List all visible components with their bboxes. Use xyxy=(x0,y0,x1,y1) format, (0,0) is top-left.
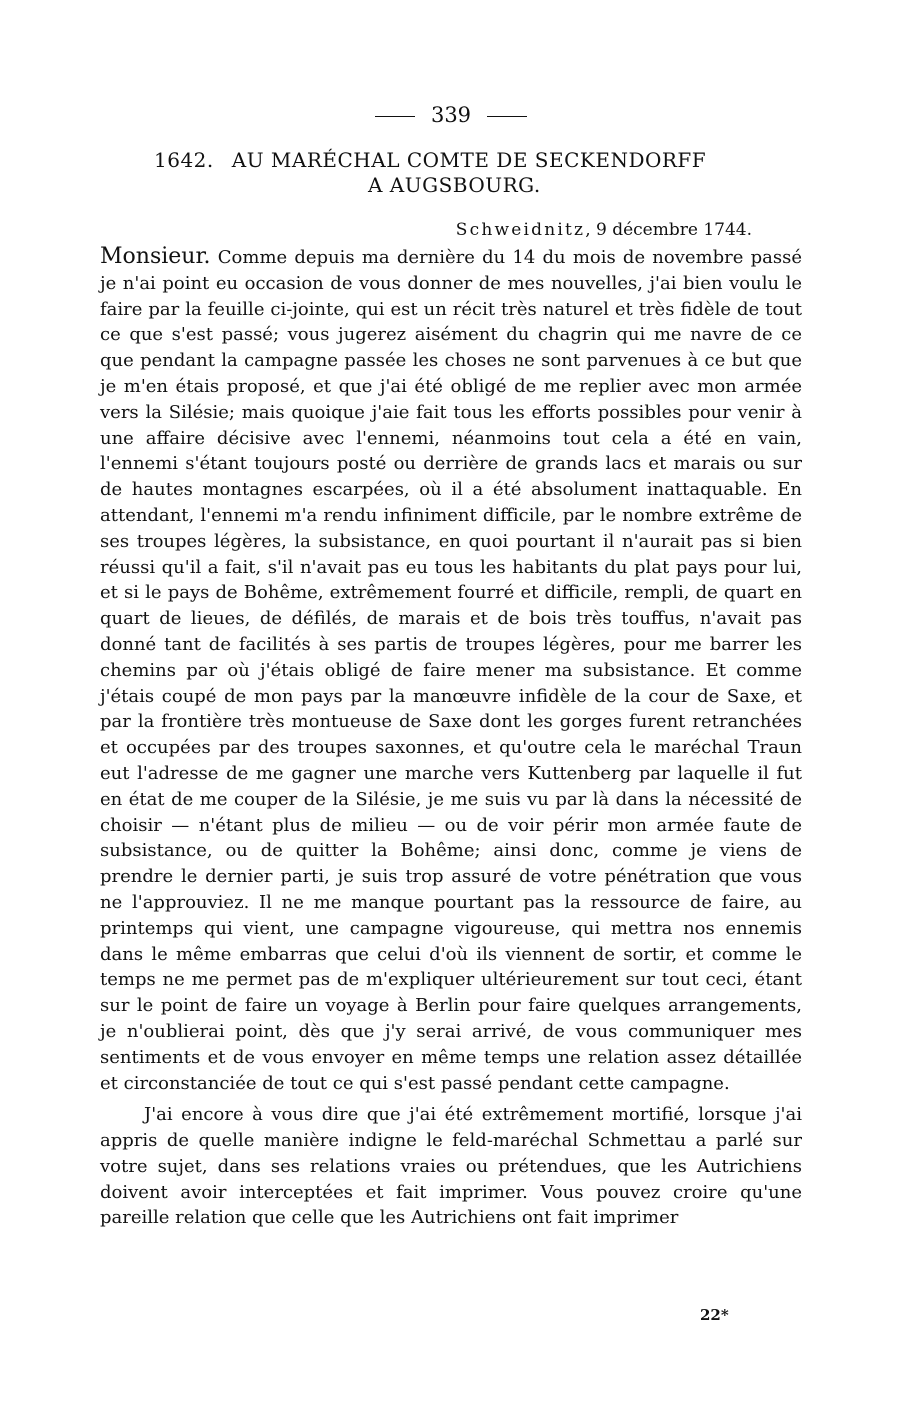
page-number: 339 xyxy=(430,103,472,127)
letter-paragraph-1 xyxy=(100,244,802,1096)
dateline-place: Schweidnitz xyxy=(455,220,586,240)
letter-title-line1: AU MARÉCHAL COMTE DE SECKENDORFF xyxy=(231,148,707,172)
paragraph-1-text: Comme depuis ma dernière du 14 du mois de novembre passé je n'ai point eu occasion de vous donner de mes nouvelles, j'ai bien voulu le faire par la feuille ci-jointe, qui est un récit très naturel et très fidèle de tout ce que s'est passé; vous jugerez aisément du chagrin qui me navre de ce que pendant la campagne passée les choses ne sont parvenues à ce but que je m'en étais proposé, et que j'ai été obligé de me replier avec mon armée vers la Silésie; mais quoique j'aie fait tous les efforts possibles pour venir à une affaire décisive avec l'ennemi, néanmoins tout cela a été en vain, l'ennemi s'étant toujours posté ou derrière de grands lacs et marais ou sur de hautes montagnes escarpées, où il a été absolument inattaquable. En attendant, l'ennemi m'a rendu infiniment difficile, par le nombre extrême de ses troupes légères, la subsistance, en quoi pourtant il n'aurait pas si bien réussi qu'il a fait, s'il n'avait pas eu tous les habitants du plat pays pour lui, et si le pays de Bohême, extrêmement fourré et difficile, rempli, de quart en quart de lieues, de défilés, de marais et de bois très touffus, n'avait pas donné tant de facilités à ses partis de troupes légères, pour me barrer les chemins par où j'étais obligé de faire mener ma subsistance. Et comme j'étais coupé de mon pays par la manœuvre infidèle de la cour de Saxe, et par la frontière très montueuse de Saxe dont les gorges furent retranchées et occupées par des troupes saxonnes, et qu'outre cela le maréchal Traun eut l'adresse de me gagner une marche vers Kuttenberg par laquelle il fut en état de me couper de la Silésie, je me suis vu par là dans la nécessité de choisir — n'étant plus de milieu — ou de voir périr mon armée faute de subsistance, ou de quitter la Bohême; ainsi donc, comme je viens de prendre le dernier parti, je suis trop assuré de votre pénétration que vous ne l'approuviez. Il ne me manque pourtant pas la ressource de faire, au printemps qui vient, une campagne vigoureuse, qui mettra nos ennemis dans le même embarras que celui d'où ils viennent de sortir, et comme le temps ne me permet pas de m'expliquer ultérieurement sur tout ceci, étant sur le point de faire un voyage à Berlin pour faire quelques arrangements, je n'oublierai point, dès que j'y serai arrivé, de vous communiquer mes sentiments et de vous envoyer en même temps une relation assez détaillée et circonstanciée de tout ce qui s'est passé pendant cette campagne. xyxy=(100,247,802,1094)
letter-heading xyxy=(100,148,802,198)
dateline-date: , 9 décembre 1744. xyxy=(585,220,752,240)
letter-heading-line1 xyxy=(154,148,802,173)
letter-paragraph-2 xyxy=(100,1102,802,1231)
paragraph-2-text: J'ai encore à vous dire que j'ai été extrêmement mortifié, lorsque j'ai appris de quelle manière indigne le feld-maréchal Schmettau a parlé sur votre sujet, dans ses relations vraies ou prétendues, que les Autrichiens doivent avoir interceptées et fait imprimer. Vous pouvez croire qu'une pareille relation que celle que les Autrichiens ont fait imprimer xyxy=(100,1104,802,1229)
signature-mark: 22* xyxy=(700,1306,729,1324)
salutation: Monsieur. xyxy=(100,244,211,269)
letter-number: 1642. xyxy=(154,148,214,172)
book-page xyxy=(100,100,802,1231)
letter-title-line2: A AUGSBOURG. xyxy=(368,173,541,197)
page-number-dash-right xyxy=(487,116,527,117)
page-number-line xyxy=(100,100,802,130)
page-number-dash-left xyxy=(375,116,415,117)
dateline xyxy=(100,218,802,242)
